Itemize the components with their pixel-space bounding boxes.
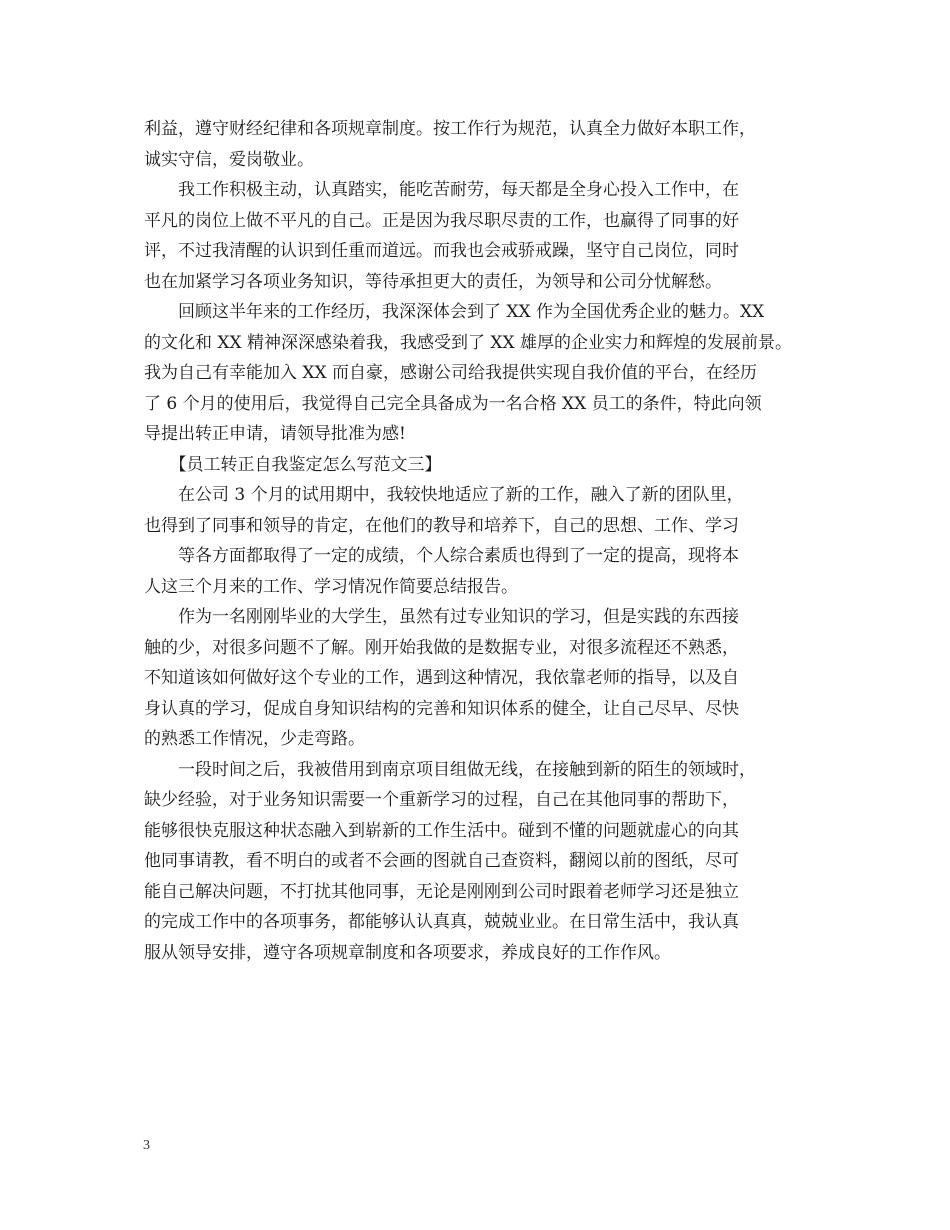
- text-line: 服从领导安排，遵守各项规章制度和各项要求，养成良好的工作作风。: [144, 942, 671, 963]
- text-line: 一段时间之后，我被借用到南京项目组做无线，在接触到新的陌生的领域时，: [144, 759, 756, 780]
- paragraph: [144, 114, 828, 175]
- paragraph: [144, 541, 828, 602]
- paragraph: [144, 297, 828, 450]
- paragraph: [144, 480, 828, 541]
- text-line: 能自己解决问题，不打扰其他同事，无论是刚刚到公司时跟着老师学习还是独立: [144, 881, 739, 902]
- text-line: 人这三个月来的工作、学习情况作简要总结报告。: [144, 576, 518, 597]
- text-line: 在公司 3 个月的试用期中，我较快地适应了新的工作，融入了新的团队里，: [144, 485, 744, 505]
- text-line: 的完成工作中的各项事务，都能够认认真真，兢兢业业。在日常生活中，我认真: [144, 912, 739, 932]
- text-line: 也得到了同事和领导的肯定，在他们的教导和培养下，自己的思想、工作、学习: [144, 515, 739, 536]
- text-line: 平凡的岗位上做不平凡的自己。正是因为我尽职尽责的工作，也赢得了同事的好: [144, 210, 739, 231]
- text-line: 等各方面都取得了一定的成绩，个人综合素质也得到了一定的提高，现将本: [144, 546, 739, 566]
- text-line: 回顾这半年来的工作经历，我深深体会到了 XX 作为全国优秀企业的魅力。XX: [144, 302, 765, 322]
- text-line: 【员工转正自我鉴定怎么写范文三】: [144, 454, 442, 475]
- text-line: 身认真的学习，促成自身知识结构的完善和知识体系的健全，让自己尽早、尽快: [144, 698, 739, 719]
- text-line: 利益，遵守财经纪律和各项规章制度。按工作行为规范，认真全力做好本职工作，: [144, 119, 756, 139]
- page-number: 3: [143, 1138, 150, 1153]
- text-line: 能够很快克服这种状态融入到崭新的工作生活中。碰到不懂的问题就虚心的向其: [144, 820, 739, 841]
- section-heading: [144, 450, 828, 481]
- text-line: 不知道该如何做好这个专业的工作，遇到这种情况，我依靠老师的指导，以及自: [144, 668, 739, 688]
- text-line: 评，不过我清醒的认识到任重而道远。而我也会戒骄戒躁，坚守自己岗位，同时: [144, 241, 739, 261]
- text-line: 的文化和 XX 精神深深感染着我，我感受到了 XX 雄厚的企业实力和辉煌的发展前景。: [144, 332, 793, 353]
- text-line: 导提出转正申请，请领导批准为感!: [144, 424, 406, 444]
- text-line: 我工作积极主动，认真踏实，能吃苦耐劳，每天都是全身心投入工作中，在: [144, 180, 739, 200]
- text-line: 也在加紧学习各项业务知识，等待承担更大的责任，为领导和公司分忧解愁。: [144, 271, 722, 292]
- document-body: [144, 114, 828, 968]
- text-line: 触的少，对很多问题不了解。刚开始我做的是数据专业，对很多流程还不熟悉，: [144, 637, 739, 658]
- text-line: 诚实守信，爱岗敬业。: [144, 149, 314, 170]
- paragraph: [144, 175, 828, 297]
- paragraph: [144, 755, 828, 969]
- text-line: 我为自己有幸能加入 XX 而自豪，感谢公司给我提供实现自我价值的平台，在经历: [144, 363, 758, 383]
- text-line: 了 6 个月的使用后，我觉得自己完全具备成为一名合格 XX 员工的条件，特此向领: [144, 393, 762, 414]
- text-line: 作为一名刚刚毕业的大学生，虽然有过专业知识的学习，但是实践的东西接: [144, 607, 739, 627]
- text-line: 的熟悉工作情况，少走弯路。: [144, 729, 365, 749]
- paragraph: [144, 602, 828, 755]
- text-line: 缺少经验，对于业务知识需要一个重新学习的过程，自己在其他同事的帮助下，: [144, 790, 739, 810]
- text-line: 他同事请教，看不明白的或者不会画的图就自己查资料，翻阅以前的图纸，尽可: [144, 851, 739, 871]
